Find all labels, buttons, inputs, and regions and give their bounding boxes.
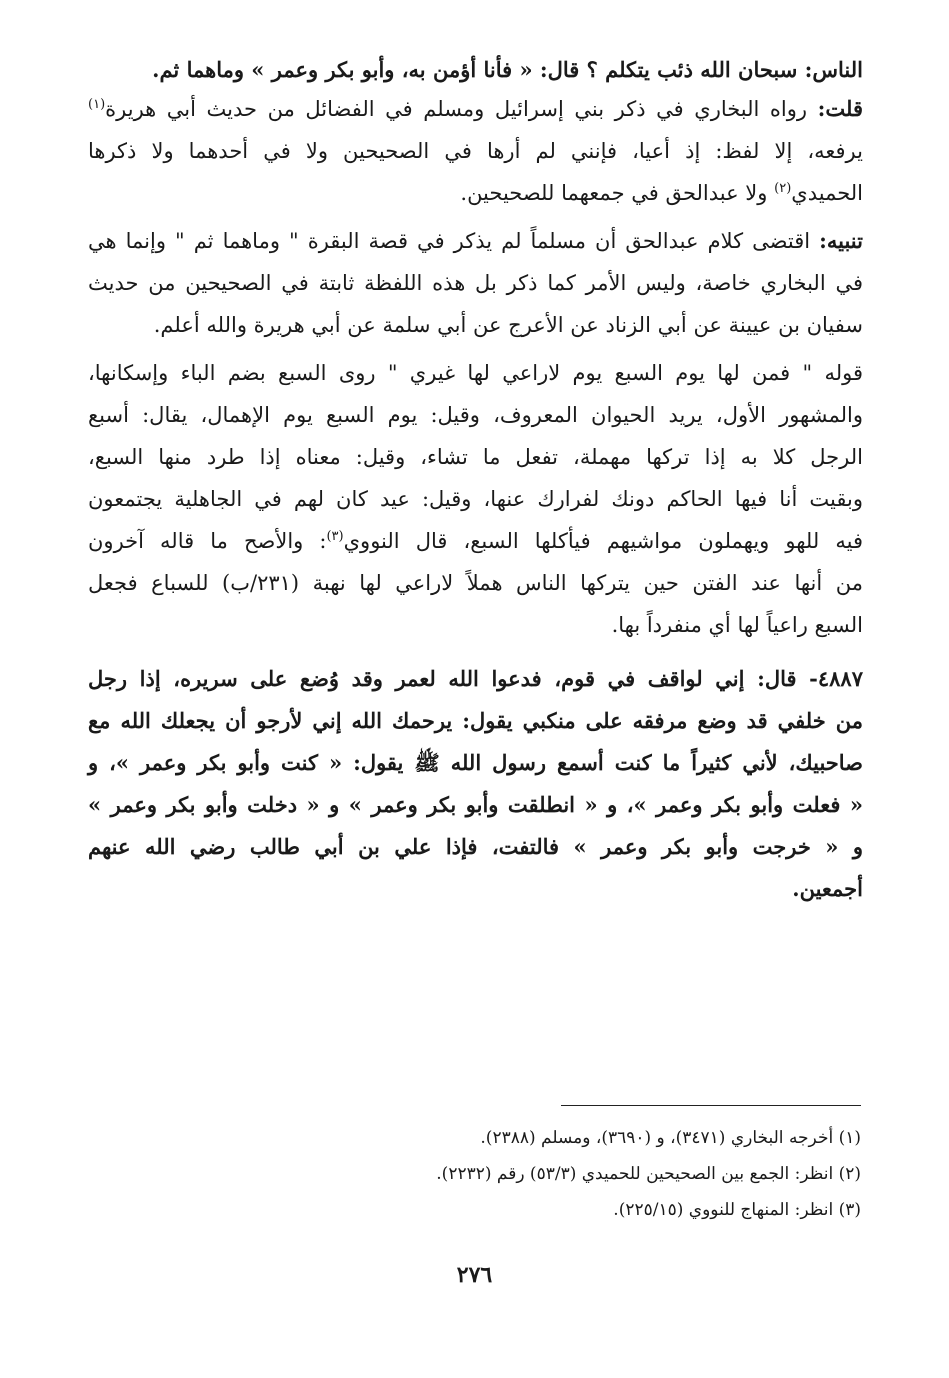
text: اقتضى كلام عبدالحق أن مسلماً لم يذكر في قصة البقرة " وماهما ثم " وإنما هي [88, 229, 811, 253]
paragraph-4-line-2 [88, 394, 863, 436]
text: فيه للهو ويهملون مواشيهم فيأكلها السبع، قال النووي [343, 529, 864, 553]
text: الحميدي [791, 181, 863, 205]
footnote-3: (٣) انظر: المنهاج للنووي (٢٢٥/١٥). [613, 1200, 861, 1220]
paragraph-5-line-6 [88, 868, 863, 910]
paragraph-5-line-4 [88, 784, 863, 826]
text: « فعلت وأبو بكر وعمر »، و « انطلقت وأبو بكر وعمر » و « دخلت وأبو بكر وعمر » [88, 792, 863, 817]
text: وبقيت أنا فيها الحاكم دونك لفرارك عنها، وقيل: عيد كان لهم في الجاهلية يجتمعون [88, 487, 863, 511]
text: الناس: سبحان الله ذئب يتكلم ؟ قال: « فأنا أؤمن به، وأبو بكر وعمر » وماهما ثم. [152, 57, 863, 82]
paragraph-3-line-1 [88, 220, 863, 262]
footnote-ref-2: (٢) [774, 181, 792, 196]
footnote-ref-3: (٣) [326, 529, 344, 544]
text: في البخاري خاصة، وليس الأمر كما ذكر بل هذه اللفظة ثابتة في الصحيحين من حديث [88, 271, 863, 295]
footnote-ref-1: (١) [88, 97, 106, 112]
text: من أنها عند الفتن حين يتركها الناس هملاً لاراعي لها نهبة (٢٣١/ب) للسباع فجعل [88, 571, 863, 595]
paragraph-2-line-1 [88, 88, 863, 130]
text: سفيان بن عيينة عن أبي الزناد عن الأعرج عن أبي سلمة عن أبي هريرة والله أعلم. [153, 313, 863, 337]
paragraph-4-line-5 [88, 520, 863, 562]
text: السبع راعياً لها أي منفرداً بها. [611, 613, 863, 637]
footnote-separator [561, 1105, 861, 1106]
text: أجمعين. [792, 876, 863, 901]
paragraph-4-line-1 [88, 352, 863, 394]
paragraph-5-line-3 [88, 742, 863, 784]
paragraph-2-line-2 [88, 130, 863, 172]
page-number: ٢٧٦ [456, 1262, 493, 1288]
paragraph-5-line-2 [88, 700, 863, 742]
paragraph-lead-tanbih: تنبيه: [819, 228, 863, 253]
footnote-1: (١) أخرجه البخاري (٣٤٧١)، و (٣٦٩٠)، ومسلم (٢٣٨٨). [480, 1128, 861, 1148]
paragraph-4-line-4 [88, 478, 863, 520]
paragraph-4-line-7 [88, 604, 863, 646]
paragraph-3-line-2 [88, 262, 863, 304]
text: صاحبيك، لأني كثيراً ما كنت أسمع رسول الله ﷺ يقول: « كنت وأبو بكر وعمر »، و [88, 750, 863, 775]
text: قوله " فمن لها يوم السبع يوم لاراعي لها غيري " روى السبع بضم الباء وإسكانها، [88, 361, 863, 385]
paragraph-3-line-3 [88, 304, 863, 346]
paragraph-2-line-3 [88, 172, 863, 214]
text: رواه البخاري في ذكر بني إسرائيل ومسلم في الفضائل من حديث أبي هريرة [105, 97, 808, 121]
page-body [88, 52, 863, 910]
text: ٤٨٨٧- قال: إني لواقف في قوم، فدعوا الله لعمر وقد وُضع على سريره، إذا رجل [88, 666, 863, 691]
text: الرجل كلا به إذا تركها مهملة، تفعل ما تشاء، وقيل: معناه إذا طرد منها السبع، [88, 445, 863, 469]
footnotes [86, 1120, 861, 1228]
paragraph-5-line-5 [88, 826, 863, 868]
paragraph-1-line-1 [88, 52, 863, 88]
paragraph-lead-qult: قلت: [817, 96, 863, 121]
paragraph-4-line-3 [88, 436, 863, 478]
text: من خلفي قد وضع مرفقه على منكبي يقول: يرحمك الله إني لأرجو أن يجعلك الله مع [88, 708, 863, 733]
text: والمشهور الأول، يريد الحيوان المعروف، وقيل: يوم السبع يوم الإهمال، يقال: أسبع [88, 403, 863, 427]
footnote-2: (٢) انظر: الجمع بين الصحيحين للحميدي (٥٣/٣) رقم (٢٢٣٢). [436, 1164, 861, 1184]
text: يرفعه، إلا لفظ: إذ أعيا، فإنني لم أرها في الصحيحين ولا في أحدهما ولا ذكرها [88, 139, 863, 163]
paragraph-4-line-6 [88, 562, 863, 604]
text: ولا عبدالحق في جمعهما للصحيحين. [460, 181, 768, 205]
text: : والأصح ما قاله آخرون [88, 529, 327, 553]
paragraph-5-line-1 [88, 658, 863, 700]
text: و « خرجت وأبو بكر وعمر » فالتفت، فإذا علي بن أبي طالب رضي الله عنهم [88, 834, 863, 859]
